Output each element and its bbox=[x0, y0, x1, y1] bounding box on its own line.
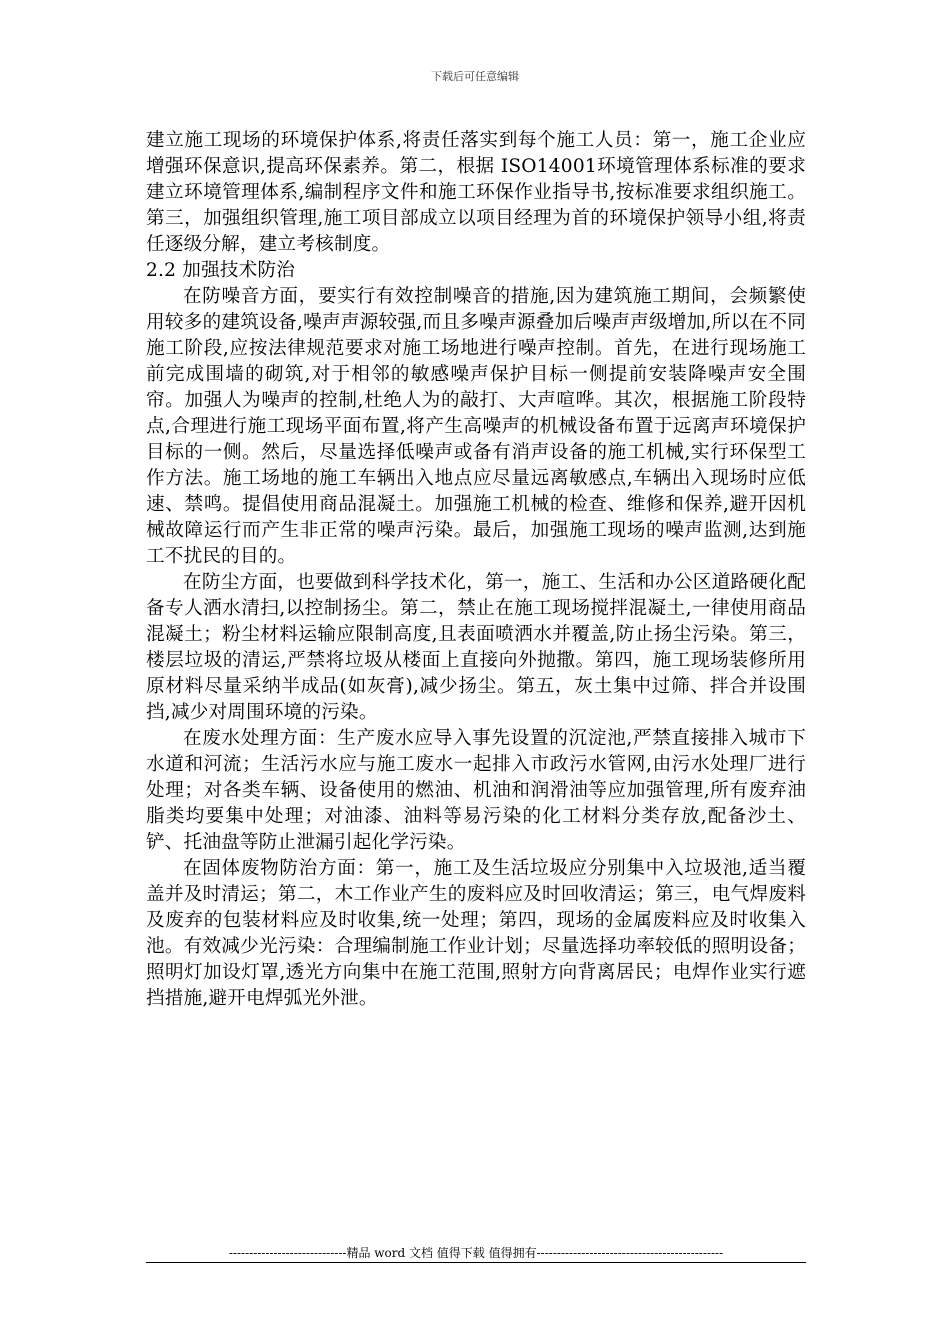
paragraph-noise-control: 在防噪音方面，要实行有效控制噪音的措施,因为建筑施工期间，会频繁使用较多的建筑设备,噪声声源较强,而且多噪声源叠加后噪声声级增加,所以在不同施工阶段,应按法律规范要求对施工场地进行噪声控制。首先，在进行现场施工前完成围墙的砌筑,对于相邻的敏感噪声保护目标一侧提前安装降噪声安全围帘。加强人为噪声的控制,杜绝人为的敲打、大声喧哗。其次，根据施工阶段特点,合理进行施工现场平面布置,将产生高噪声的机械设备布置于远离声环境保护目标的一侧。然后，尽量选择低噪声或备有消声设备的施工机械,实行环保型工作方法。施工场地的施工车辆出入地点应尽量远离敏感点,车辆出入现场时应低速、禁鸣。提倡使用商品混凝土。加强施工机械的检查、维修和保养,避开因机械故障运行而产生非正常的噪声污染。最后，加强施工现场的噪声监测,达到施工不扰民的目的。 bbox=[146, 286, 806, 567]
paragraph-wastewater: 在废水处理方面：生产废水应导入事先设置的沉淀池,严禁直接排入城市下水道和河流；生活污水应与施工废水一起排入市政污水管网,由污水处理厂进行处理；对各类车辆、设备使用的燃油、机油和润滑油等应加强管理,所有废弃油脂类均要集中处理；对油漆、油料等易污染的化工材料分类存放,配备沙土、铲、托油盘等防止泄漏引起化学污染。 bbox=[146, 728, 806, 853]
paragraph-solid-waste: 在固体废物防治方面：第一，施工及生活垃圾应分别集中入垃圾池,适当覆盖并及时清运；第二，木工作业产生的废料应及时回收清运；第三，电气焊废料及废弃的包装材料应及时收集,统一处理；第四，现场的金属废料应及时收集入池。有效减少光污染：合理编制施工作业计划；尽量选择功率较低的照明设备；照明灯加设灯罩,透光方向集中在施工范围,照射方向背离居民；电焊作业实行遮挡措施,避开电焊弧光外泄。 bbox=[146, 858, 806, 1009]
paragraph-dust-control: 在防尘方面，也要做到科学技术化，第一，施工、生活和办公区道路硬化配备专人洒水清扫,以控制扬尘。第二，禁止在施工现场搅拌混凝土,一律使用商品混凝土；粉尘材料运输应限制高度,且表面喷洒水并覆盖,防止扬尘污染。第三，楼层垃圾的清运,严禁将垃圾从楼面上直接向外抛撒。第四，施工现场装修所用原材料尽量采纳半成品(如灰膏),减少扬尘。第五，灰土集中过筛、拌合并设围挡,减少对周围环境的污染。 bbox=[146, 572, 806, 723]
page-footer: -----------------------------精品 word 文档 值得下载 值得拥有---------------------------------------------- bbox=[228, 1246, 724, 1260]
paragraph-environment-system: 建立施工现场的环境保护体系,将责任落实到每个施工人员：第一，施工企业应增强环保意识,提高环保素养。第二，根据 ISO14001环境管理体系标准的要求建立环境管理体系,编制程序文件和施工环保作业指导书,按标准要求组织施工。第三，加强组织管理,施工项目部成立以项目经理为首的环境保护领导小组,将责任逐级分解，建立考核制度。 bbox=[146, 130, 806, 255]
page-header: 下载后可任意编辑 bbox=[431, 70, 519, 83]
section-heading: 2.2 加强技术防治 bbox=[146, 260, 296, 281]
footer-divider bbox=[146, 1262, 806, 1263]
document-body bbox=[146, 128, 806, 1012]
